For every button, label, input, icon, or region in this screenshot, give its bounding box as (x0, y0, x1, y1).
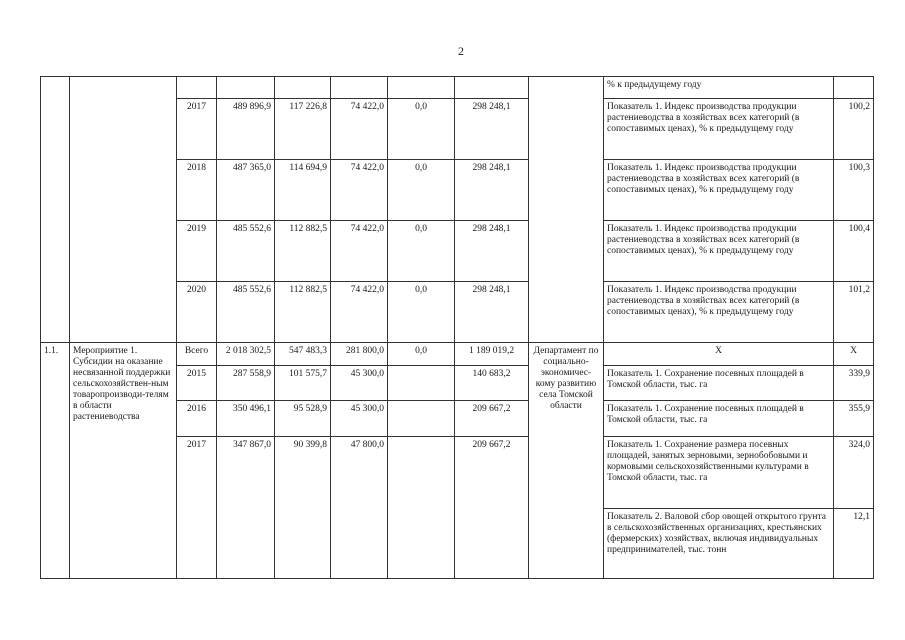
cell-number-empty (41, 77, 70, 343)
cell-total: 2 018 302,5 (217, 343, 275, 366)
page-number: 2 (458, 44, 464, 58)
cell-federal (275, 77, 331, 99)
cell-indicator: Показатель 1. Сохранение посевных площадей в Томской области, тыс. га (604, 401, 834, 437)
cell-indicator: % к предыдущему году (604, 77, 834, 99)
cell-year: 2020 (177, 282, 217, 343)
cell-year: 2017 (177, 437, 217, 579)
cell-value: 324,0 (834, 437, 874, 509)
cell-regional: 281 800,0 (331, 343, 388, 366)
cell-year (177, 77, 217, 99)
cell-value: 339,9 (834, 366, 874, 401)
cell-year: 2016 (177, 401, 217, 437)
cell-total: 350 496,1 (217, 401, 275, 437)
cell-measure-name: Мероприятие 1. Субсидии на оказание несвязанной поддержки сельскохозяйствен-ным товаропроизводи-телям в области растениеводства (70, 343, 177, 579)
cell-value: 100,2 (834, 99, 874, 160)
cell-local (388, 437, 455, 579)
cell-local: 0,0 (388, 99, 455, 160)
cell-year: 2018 (177, 160, 217, 221)
cell-extra: 209 667,2 (455, 437, 529, 579)
cell-indicator: Показатель 1. Индекс производства продукции растениеводства в хозяйствах всех категорий (в сопоставимых ценах), % к предыдущему году (604, 160, 834, 221)
table-row (41, 343, 874, 366)
cell-indicator: Показатель 1. Индекс производства продукции растениеводства в хозяйствах всех категорий (в сопоставимых ценах), % к предыдущему году (604, 221, 834, 282)
cell-value (834, 77, 874, 99)
cell-indicator: Показатель 1. Сохранение посевных площадей в Томской области, тыс. га (604, 366, 834, 401)
cell-federal: 117 226,8 (275, 99, 331, 160)
cell-local (388, 401, 455, 437)
cell-federal: 112 882,5 (275, 282, 331, 343)
cell-value: 100,3 (834, 160, 874, 221)
cell-federal: 114 694,9 (275, 160, 331, 221)
cell-total (217, 77, 275, 99)
cell-value: Х (834, 343, 874, 366)
cell-federal: 112 882,5 (275, 221, 331, 282)
cell-extra: 298 248,1 (455, 99, 529, 160)
cell-extra: 140 683,2 (455, 366, 529, 401)
cell-value: 100,4 (834, 221, 874, 282)
cell-extra: 1 189 019,2 (455, 343, 529, 366)
cell-regional: 47 800,0 (331, 437, 388, 579)
cell-year: 2019 (177, 221, 217, 282)
cell-indicator: Показатель 1. Индекс производства продукции растениеводства в хозяйствах всех категорий (в сопоставимых ценах), % к предыдущему году (604, 282, 834, 343)
cell-value: 12,1 (834, 509, 874, 579)
cell-total: 485 552,6 (217, 221, 275, 282)
cell-extra (455, 77, 529, 99)
cell-total: 487 365,0 (217, 160, 275, 221)
cell-local: 0,0 (388, 221, 455, 282)
cell-federal: 95 528,9 (275, 401, 331, 437)
cell-executor-empty (529, 77, 604, 343)
cell-extra: 298 248,1 (455, 160, 529, 221)
cell-regional: 74 422,0 (331, 99, 388, 160)
cell-total: 287 558,9 (217, 366, 275, 401)
cell-year: Всего (177, 343, 217, 366)
cell-indicator: Показатель 1. Индекс производства продукции растениеводства в хозяйствах всех категорий (в сопоставимых ценах), % к предыдущему году (604, 99, 834, 160)
table-row (41, 77, 874, 99)
cell-local (388, 77, 455, 99)
cell-year: 2015 (177, 366, 217, 401)
cell-total: 485 552,6 (217, 282, 275, 343)
cell-value: 101,2 (834, 282, 874, 343)
cell-year: 2017 (177, 99, 217, 160)
cell-federal: 547 483,3 (275, 343, 331, 366)
cell-extra: 298 248,1 (455, 282, 529, 343)
cell-regional: 45 300,0 (331, 401, 388, 437)
cell-indicator: Показатель 2. Валовой сбор овощей открытого грунта в сельскохозяйственных организациях, крестьянских (фермерских) хозяйствах, включая индивидуальных предпринимателей, тыс. тонн (604, 509, 834, 579)
cell-executor: Департамент по социально-экономичес-кому развитию села Томской области (529, 343, 604, 579)
program-table (40, 76, 874, 579)
cell-regional: 74 422,0 (331, 282, 388, 343)
cell-federal: 90 399,8 (275, 437, 331, 579)
cell-federal: 101 575,7 (275, 366, 331, 401)
cell-local: 0,0 (388, 160, 455, 221)
cell-indicator: Показатель 1. Сохранение размера посевных площадей, занятых зерновыми, зернобобовыми и кормовыми сельскохозяйственными культурами в Томской области, тыс. га (604, 437, 834, 509)
cell-indicator: Х (604, 343, 834, 366)
cell-measure-number: 1.1. (41, 343, 70, 579)
cell-local: 0,0 (388, 343, 455, 366)
cell-total: 347 867,0 (217, 437, 275, 579)
cell-extra: 209 667,2 (455, 401, 529, 437)
cell-local: 0,0 (388, 282, 455, 343)
cell-local (388, 366, 455, 401)
cell-regional: 45 300,0 (331, 366, 388, 401)
cell-regional: 74 422,0 (331, 160, 388, 221)
cell-regional (331, 77, 388, 99)
cell-name-empty (70, 77, 177, 343)
cell-total: 489 896,9 (217, 99, 275, 160)
cell-value: 355,9 (834, 401, 874, 437)
cell-extra: 298 248,1 (455, 221, 529, 282)
cell-regional: 74 422,0 (331, 221, 388, 282)
